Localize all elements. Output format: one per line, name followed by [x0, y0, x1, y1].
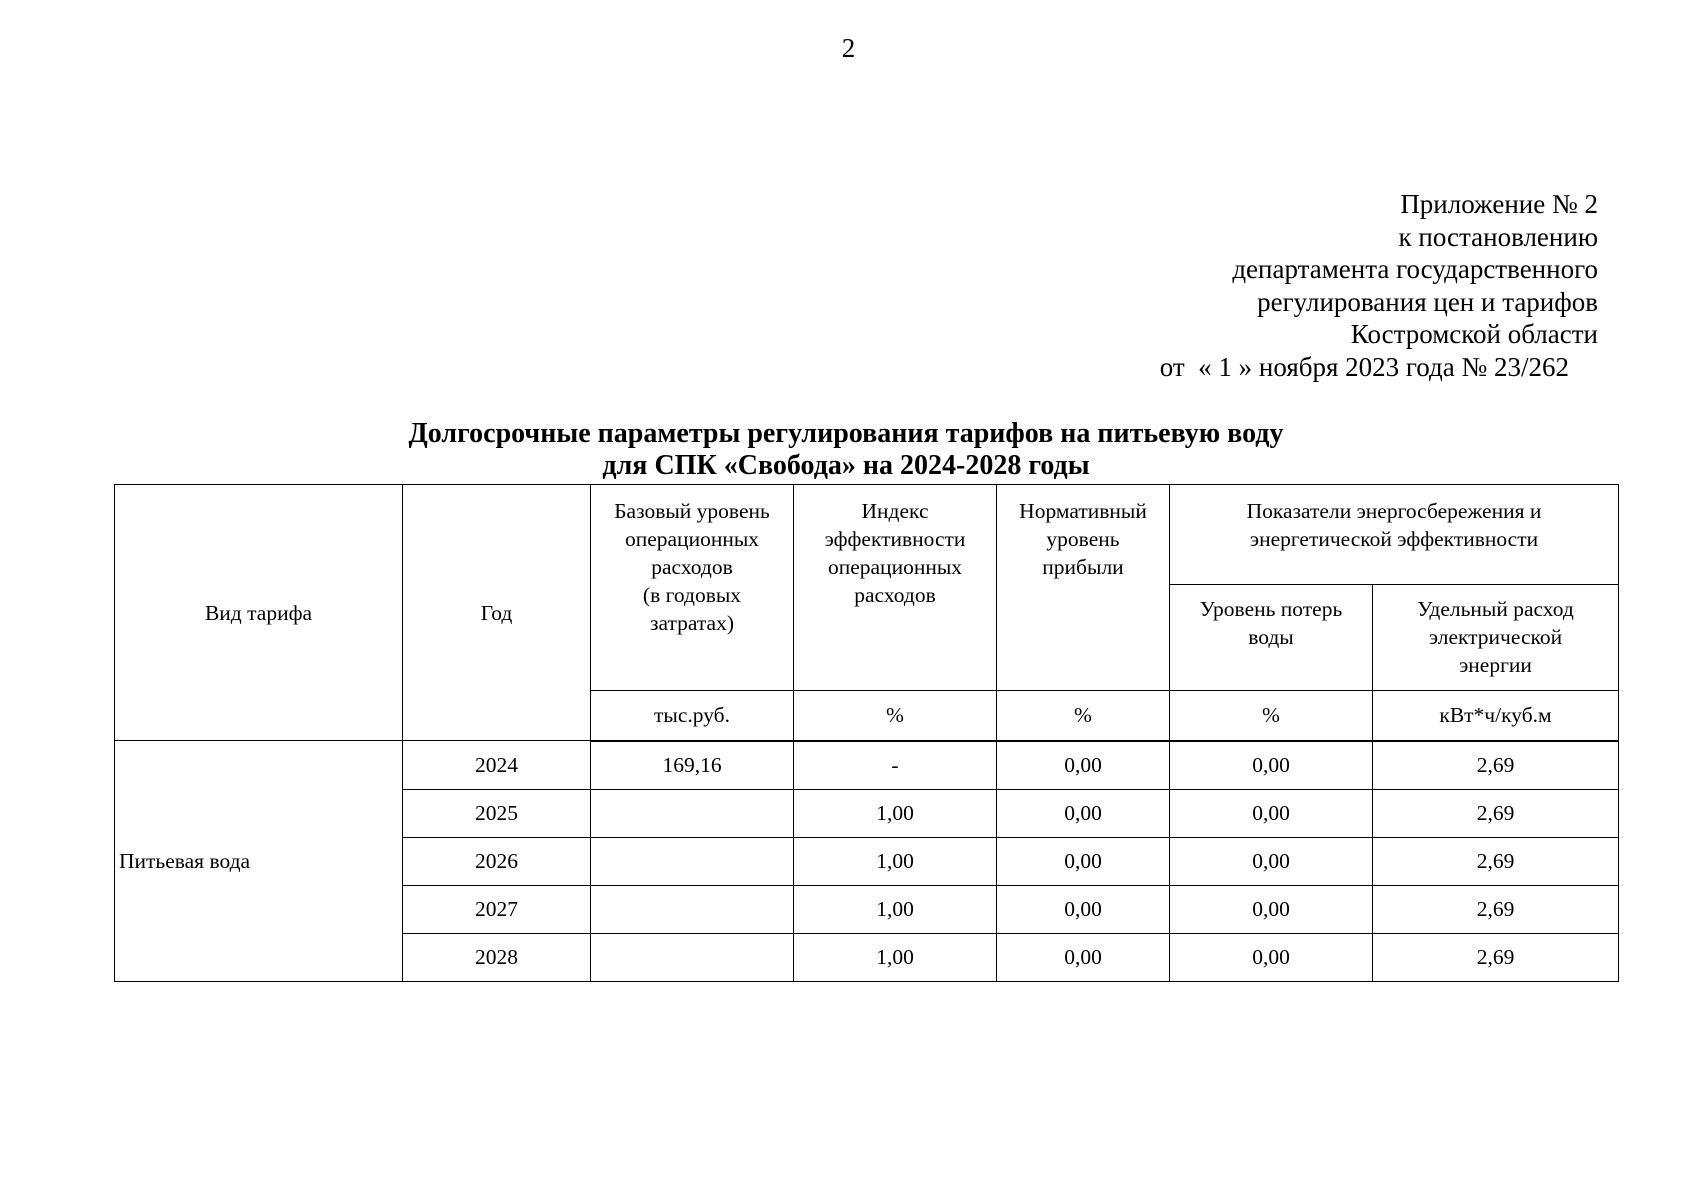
header-water-loss — [1170, 585, 1373, 691]
electricity-cell: 2,69 — [1373, 837, 1619, 885]
base-level-cell: 169,16 — [591, 741, 794, 790]
header-text: Вид тарифа — [204, 600, 313, 625]
base-level-cell — [591, 789, 794, 837]
header-text: Показатели энергосбережения и — [1246, 499, 1542, 523]
header-text: энергетической эффективности — [1249, 527, 1539, 551]
year-cell: 2025 — [403, 789, 591, 837]
header-base-level — [591, 485, 794, 691]
efficiency-index-cell: 1,00 — [794, 789, 997, 837]
resolution-reference: от « 1 » ноября 2023 года № 23/262 — [1159, 351, 1569, 382]
appendix-line: Костромской области — [1350, 319, 1598, 350]
header-text: операционных — [827, 555, 963, 579]
electricity-cell: 2,69 — [1373, 933, 1619, 981]
appendix-line: к постановлению — [1398, 221, 1598, 252]
header-normative-profit — [997, 485, 1170, 691]
base-level-cell — [591, 885, 794, 933]
water-loss-cell: 0,00 — [1170, 885, 1373, 933]
table-row — [115, 741, 1619, 790]
water-loss-cell: 0,00 — [1170, 741, 1373, 790]
unit-cell: % — [1170, 691, 1373, 741]
water-loss-cell: 0,00 — [1170, 789, 1373, 837]
header-text: Индекс — [861, 499, 929, 523]
unit-cell: % — [997, 691, 1170, 741]
header-text: операционных — [624, 527, 760, 551]
unit-cell: % — [794, 691, 997, 741]
header-text: (в годовых — [642, 583, 742, 607]
unit-cell: тыс.руб. — [591, 691, 794, 741]
appendix-block — [1160, 188, 1598, 384]
header-text: Нормативный — [1019, 499, 1147, 523]
year-cell: 2026 — [403, 837, 591, 885]
header-text: воды — [1248, 625, 1294, 649]
header-text: расходов — [854, 583, 936, 607]
tariff-name-cell: Питьевая вода — [115, 741, 403, 982]
electricity-cell: 2,69 — [1373, 741, 1619, 790]
header-text: расходов — [651, 555, 733, 579]
unit-cell: кВт*ч/куб.м — [1373, 691, 1619, 741]
header-electricity — [1373, 585, 1619, 691]
header-tariff-type — [115, 485, 403, 741]
base-level-cell — [591, 933, 794, 981]
title-line: для СПК «Свобода» на 2024-2028 годы — [602, 450, 1090, 481]
header-text: Удельный расход — [1417, 597, 1574, 621]
electricity-cell: 2,69 — [1373, 885, 1619, 933]
header-text: Год — [480, 600, 513, 625]
water-loss-cell: 0,00 — [1170, 933, 1373, 981]
header-text: затратах) — [650, 611, 734, 635]
document-title — [0, 418, 1697, 482]
efficiency-index-cell: - — [794, 741, 997, 790]
header-text: электрической — [1428, 625, 1563, 649]
title-line: Долгосрочные параметры регулирования тарифов на питьевую воду — [408, 418, 1284, 449]
header-energy-group — [1170, 485, 1619, 585]
parameters-table — [114, 484, 1619, 982]
appendix-line: регулирования цен и тарифов — [1257, 286, 1598, 317]
normative-profit-cell: 0,00 — [997, 885, 1170, 933]
base-level-cell — [591, 837, 794, 885]
appendix-line: департамента государственного — [1232, 254, 1598, 285]
header-efficiency-index — [794, 485, 997, 691]
header-row — [115, 485, 1619, 585]
year-cell: 2024 — [403, 741, 591, 790]
header-text: прибыли — [1042, 555, 1124, 579]
appendix-line: Приложение № 2 — [1400, 189, 1598, 219]
year-cell: 2027 — [403, 885, 591, 933]
normative-profit-cell: 0,00 — [997, 837, 1170, 885]
normative-profit-cell: 0,00 — [997, 789, 1170, 837]
year-cell: 2028 — [403, 933, 591, 981]
header-text: энергии — [1459, 653, 1532, 677]
normative-profit-cell: 0,00 — [997, 741, 1170, 790]
header-text: Уровень потерь — [1199, 597, 1343, 621]
normative-profit-cell: 0,00 — [997, 933, 1170, 981]
water-loss-cell: 0,00 — [1170, 837, 1373, 885]
header-text: Базовый уровень — [614, 499, 770, 523]
efficiency-index-cell: 1,00 — [794, 837, 997, 885]
efficiency-index-cell: 1,00 — [794, 933, 997, 981]
efficiency-index-cell: 1,00 — [794, 885, 997, 933]
header-text: уровень — [1046, 527, 1120, 551]
header-year — [403, 485, 591, 741]
electricity-cell: 2,69 — [1373, 789, 1619, 837]
page-number: 2 — [841, 33, 856, 63]
header-text: эффективности — [824, 527, 966, 551]
